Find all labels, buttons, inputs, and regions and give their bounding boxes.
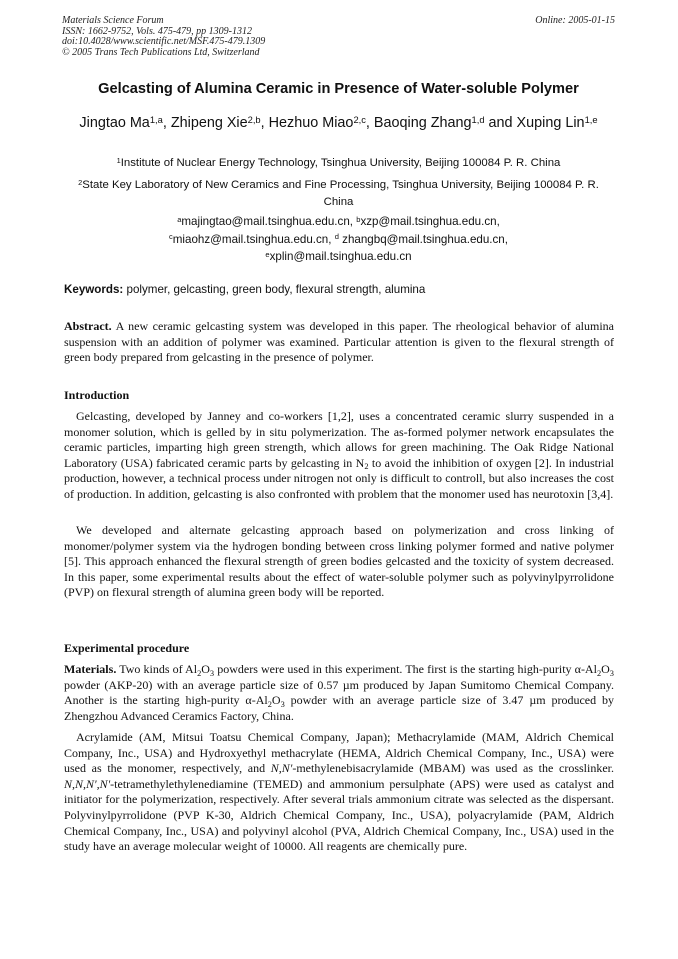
subscript: 2 xyxy=(197,668,202,678)
italic-run: N,N,N',N' xyxy=(64,776,111,791)
copyright-line: © 2005 Trans Tech Publications Ltd, Switzerland xyxy=(62,46,260,58)
keywords-text: polymer, gelcasting, green body, flexural strength, alumina xyxy=(126,283,426,296)
email-link[interactable]: xzp@mail.tsinghua.edu.cn, xyxy=(360,215,500,228)
author-name: Hezhuo Miao xyxy=(268,115,354,131)
abstract-label: Abstract. xyxy=(64,319,112,333)
author-separator: , xyxy=(260,115,269,131)
author-name: Jingtao Ma xyxy=(79,115,150,131)
email-sup: e xyxy=(265,249,270,259)
intro-paragraph-2: We developed and alternate gelcasting approach based on polymerization and cross linking of monomer/polymer system via the hydrogen bonding between cross linking polymer formed and native polymer [5]. This approach enhanced the flexural strength of green bodies gelcasted and the toxicity of system decreased. In this paper, some experimental results about the effect of water-soluble polymer such as polyvinylpyrrolidone (PVP) on flexural strength of alumina green body will be reported. xyxy=(64,523,614,600)
subscript: 3 xyxy=(209,668,215,678)
email-line xyxy=(62,213,615,231)
text-run: -tetramethylethylenediamine (TEMED) and ammonium persulphate (APS) were used as catalyst and initiator for the polymerization, respectively. After several trials ammonium citrate was selected as the dispersant. Polyvinylpyrrolidone (PVP K-30, Aldrich Chemical Company, Inc., USA), polyacrylamide (PAM, Aldrich Chemical Company, Inc., USA) and polyvinyl alcohol (PVA, Aldrich Chemical Company, Inc., USA) used in the study have an average molecular weight of 10000. All reagents are chemically pure. xyxy=(64,776,614,854)
author-list xyxy=(62,113,615,133)
author-affil-sup: 1,a xyxy=(149,114,163,125)
email-sup: d xyxy=(334,232,339,242)
text-run: Two kinds of Al xyxy=(119,662,198,676)
abstract-text: A new ceramic gelcasting system was developed in this paper. The rheological behavior of alumina suspension with an addition of polymer was examined. Particular attention is given to the flexural strength of green body prepared from gelcasting in the presence of polymer. xyxy=(64,319,614,365)
text-run: -methylenebisacrylamide (MBAM) was used as the crosslinker. xyxy=(292,761,615,776)
author-affil-sup: 2,b xyxy=(247,114,261,125)
journal-header xyxy=(62,16,482,58)
issn-line: ISSN: 1662-9752, Vols. 475-479, pp 1309-1312 xyxy=(62,25,252,37)
subscript: 2 xyxy=(364,462,369,472)
email-sup: c xyxy=(169,232,173,242)
keywords-label: Keywords: xyxy=(64,283,124,296)
affiliation-sup: 1 xyxy=(116,155,121,165)
author-name: Baoqing Zhang xyxy=(373,115,472,131)
author-separator: , xyxy=(162,115,171,131)
email-line xyxy=(62,248,615,266)
section-heading-introduction: Introduction xyxy=(64,388,130,402)
email-link[interactable]: miaohz@mail.tsinghua.edu.cn, xyxy=(172,232,332,246)
text-run: Gelcasting, developed by Janney and co-workers [1,2], uses a concentrated ceramic slurry suspended in a monomer solution, which is gelled by in situ polymerization. The as-formed polymer network encapsulates the ceramic particles, imparting high green strength, which allows for green machining. The Oak Ridge National Laboratory (USA) fabricated ceramic parts by gelcasting in N xyxy=(64,409,614,470)
online-date: Online: 2005-01-15 xyxy=(535,15,615,26)
text-run: Acrylamide (AM, Mitsui Toatsu Chemical Company, Japan); Methacrylamide (MAM, Aldrich Chemical Company, Inc., USA) and Hydroxyethyl methacrylate (HEMA, Aldrich Chemical Company, Inc., USA) were used as the monomer, respectively, and xyxy=(64,730,614,776)
text-run: O xyxy=(271,693,281,708)
author-affil-sup: 1,e xyxy=(584,114,598,125)
doi-line: doi:10.4028/www.scientific.net/MSF.475-479.1309 xyxy=(62,36,266,48)
materials-paragraph-2 xyxy=(64,730,614,855)
email-link[interactable]: majingtao@mail.tsinghua.edu.cn, xyxy=(181,215,353,228)
subscript: 2 xyxy=(596,668,602,678)
subscript: 3 xyxy=(280,699,285,709)
italic-run: N,N' xyxy=(270,761,293,776)
text-run: O xyxy=(601,662,610,676)
materials-label: Materials. xyxy=(64,662,117,676)
materials-paragraph-1 xyxy=(64,662,614,724)
author-separator: and xyxy=(484,115,517,131)
email-sup: a xyxy=(177,214,182,224)
email-line xyxy=(62,231,615,249)
affiliation-sup: 2 xyxy=(78,177,83,187)
affiliation-text: Institute of Nuclear Energy Technology, Tsinghua University, Beijing 100084 P. R. China xyxy=(120,157,561,169)
text-run: powders were used in this experiment. The first is the starting high-purity α-Al xyxy=(214,662,597,676)
email-link[interactable]: zhangbq@mail.tsinghua.edu.cn, xyxy=(342,232,508,246)
author-separator: , xyxy=(365,115,374,131)
email-link[interactable]: xplin@mail.tsinghua.edu.cn xyxy=(269,250,412,263)
subscript: 3 xyxy=(609,668,614,678)
author-name: Zhipeng Xie xyxy=(170,115,248,131)
email-sup: b xyxy=(356,214,361,224)
text-run: to avoid the inhibition of oxygen [2]. In industrial production, however, a technical process under nitrogen not only is difficult to controll, but also increases the cost of production. In addition, gelcasting is also confronted with problem that the monomer used has neurotoxin [3,4]. xyxy=(64,455,615,501)
author-name: Xuping Lin xyxy=(516,115,585,131)
section-heading-experimental: Experimental procedure xyxy=(64,641,190,655)
abstract-paragraph xyxy=(64,319,614,366)
keywords-line xyxy=(64,283,617,296)
author-affil-sup: 2,c xyxy=(353,114,366,125)
intro-paragraph-1 xyxy=(64,409,614,503)
affiliation-text: State Key Laboratory of New Ceramics and Fine Processing, Tsinghua University, Beijing 100084 P. R. China xyxy=(82,179,599,208)
journal-name: Materials Science Forum xyxy=(62,15,164,26)
email-block xyxy=(62,213,615,266)
affiliation-1 xyxy=(62,155,615,172)
text-run: O xyxy=(201,662,210,676)
subscript: 2 xyxy=(267,699,272,709)
paper-title: Gelcasting of Alumina Ceramic in Presence of Water-soluble Polymer xyxy=(98,81,579,97)
text-run: powder (AKP-20) with an average particle size of 0.57 µm produced by Japan Sumitomo Chemical Company. Another is the starting high-purity α-Al xyxy=(64,677,614,708)
text-run: powder with an average particle size of 3.47 µm produced by Zhengzhou Advanced Ceramics Factory, China. xyxy=(64,693,614,723)
author-affil-sup: 1,d xyxy=(471,114,485,125)
affiliation-2 xyxy=(62,177,615,211)
